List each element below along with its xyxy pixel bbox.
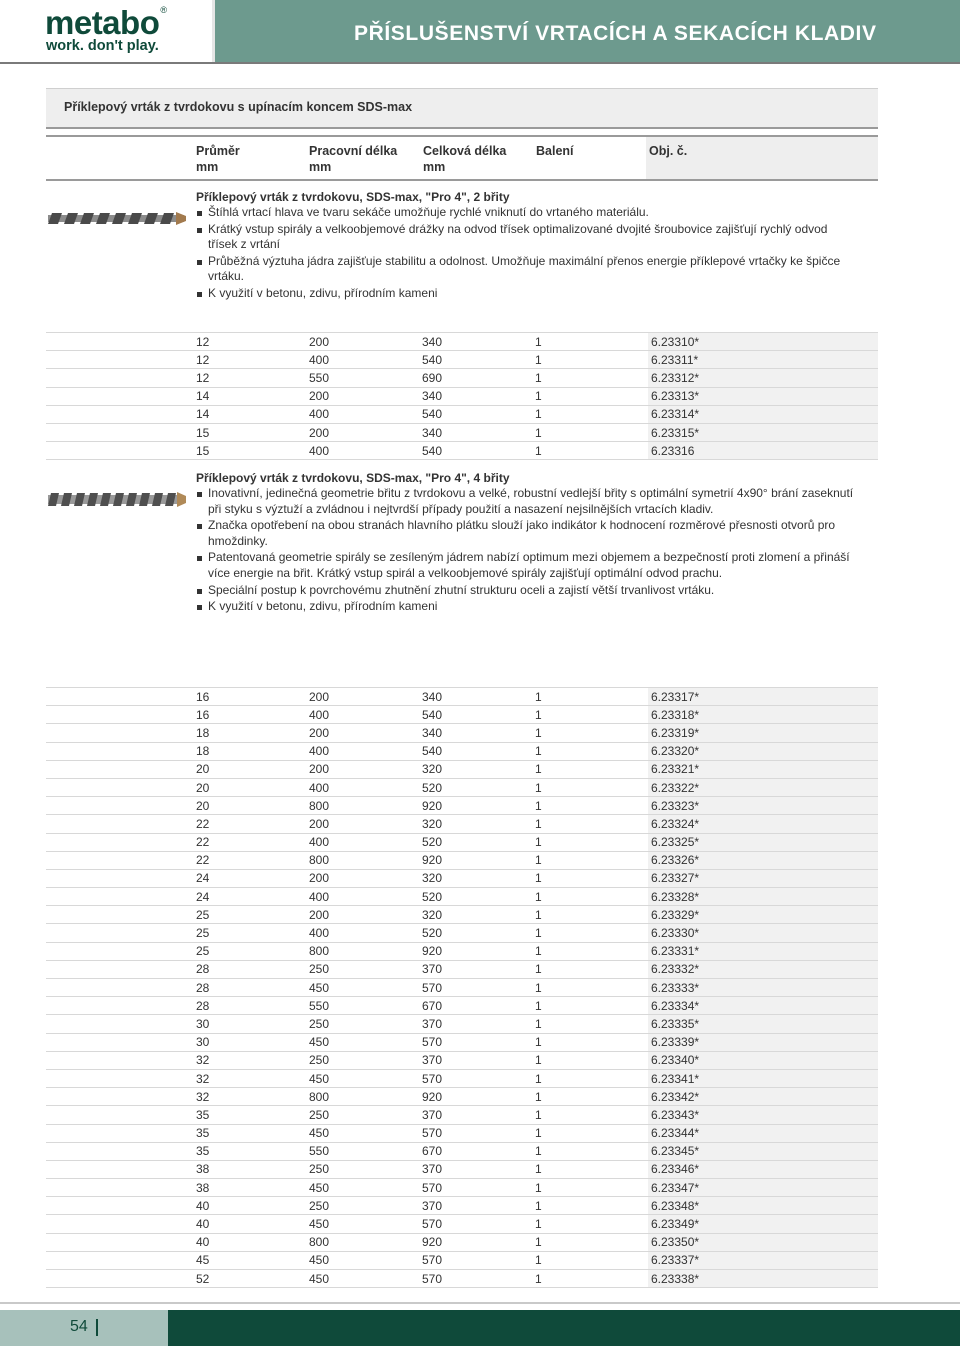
- table-row: [46, 369, 878, 387]
- cell-diameter: 32: [46, 1069, 309, 1087]
- feature-bullet: K využití v betonu, zdivu, přírodním kameni: [196, 599, 856, 615]
- cell-order-no: 6.23333*: [648, 979, 878, 997]
- cell-diameter: 12: [46, 333, 309, 351]
- feature-bullet: Značka opotřebení na obou stranách hlavního plátku slouží jako indikátor k hodnocení rozměrové přesnosti otvorů pro hmoždinky.: [196, 518, 856, 549]
- cell-working-length: 800: [309, 1233, 422, 1251]
- table-row: [46, 1142, 878, 1160]
- table-row: [46, 760, 878, 778]
- cell-order-no: 6.23325*: [648, 833, 878, 851]
- cell-working-length: 400: [309, 833, 422, 851]
- cell-total-length: 370: [422, 1160, 535, 1178]
- cell-diameter: 28: [46, 997, 309, 1015]
- cell-packaging: 1: [535, 351, 648, 369]
- cell-total-length: 540: [422, 706, 535, 724]
- cell-order-no: 6.23319*: [648, 724, 878, 742]
- column-header-packaging: Balení: [536, 144, 574, 158]
- table-row: [46, 778, 878, 796]
- cell-total-length: 520: [422, 888, 535, 906]
- cell-working-length: 250: [309, 1051, 422, 1069]
- table-row: [46, 1179, 878, 1197]
- cell-total-length: 520: [422, 778, 535, 796]
- cell-working-length: 800: [309, 1088, 422, 1106]
- cell-order-no: 6.23346*: [648, 1160, 878, 1178]
- table-row: [46, 1215, 878, 1233]
- table-row: [46, 888, 878, 906]
- cell-working-length: 250: [309, 1197, 422, 1215]
- cell-working-length: 200: [309, 760, 422, 778]
- cell-total-length: 340: [422, 423, 535, 441]
- cell-packaging: 1: [535, 924, 648, 942]
- cell-packaging: 1: [535, 888, 648, 906]
- cell-diameter: 14: [46, 387, 309, 405]
- cell-packaging: 1: [535, 1233, 648, 1251]
- cell-total-length: 570: [422, 1069, 535, 1087]
- cell-diameter: 24: [46, 888, 309, 906]
- table-row: [46, 688, 878, 706]
- table-row: [46, 742, 878, 760]
- section-band: [46, 88, 878, 129]
- cell-diameter: 30: [46, 1015, 309, 1033]
- table-row: [46, 706, 878, 724]
- table-row: [46, 979, 878, 997]
- page-header: [0, 0, 960, 62]
- cell-total-length: 540: [422, 742, 535, 760]
- cell-packaging: 1: [535, 760, 648, 778]
- cell-packaging: 1: [535, 333, 648, 351]
- cell-order-no: 6.23343*: [648, 1106, 878, 1124]
- cell-total-length: 570: [422, 1033, 535, 1051]
- product-2-table: [46, 687, 878, 1288]
- product-2-features: [196, 486, 856, 616]
- footer-band-dark: [168, 1310, 960, 1346]
- logo-registered-mark: ®: [160, 5, 167, 15]
- cell-total-length: 570: [422, 1251, 535, 1269]
- cell-order-no: 6.23348*: [648, 1197, 878, 1215]
- cell-order-no: 6.23341*: [648, 1069, 878, 1087]
- cell-working-length: 400: [309, 405, 422, 423]
- cell-diameter: 18: [46, 742, 309, 760]
- cell-packaging: 1: [535, 1179, 648, 1197]
- footer-divider: [0, 1302, 960, 1304]
- page-title: PŘÍSLUŠENSTVÍ VRTACÍCH A SEKACÍCH KLADIV: [354, 22, 877, 45]
- table-row: [46, 815, 878, 833]
- cell-packaging: 1: [535, 742, 648, 760]
- cell-order-no: 6.23315*: [648, 423, 878, 441]
- cell-total-length: 340: [422, 688, 535, 706]
- cell-total-length: 920: [422, 942, 535, 960]
- cell-packaging: 1: [535, 1160, 648, 1178]
- table-row: [46, 1233, 878, 1251]
- cell-diameter: 40: [46, 1197, 309, 1215]
- cell-packaging: 1: [535, 405, 648, 423]
- cell-packaging: 1: [535, 942, 648, 960]
- cell-packaging: 1: [535, 1015, 648, 1033]
- cell-order-no: 6.23318*: [648, 706, 878, 724]
- column-header-total-length: Celková délka mm: [423, 144, 507, 174]
- cell-working-length: 250: [309, 960, 422, 978]
- cell-diameter: 35: [46, 1142, 309, 1160]
- table-row: [46, 942, 878, 960]
- cell-total-length: 370: [422, 1051, 535, 1069]
- cell-working-length: 450: [309, 1251, 422, 1269]
- cell-working-length: 200: [309, 869, 422, 887]
- cell-total-length: 320: [422, 906, 535, 924]
- cell-order-no: 6.23338*: [648, 1270, 878, 1288]
- cell-total-length: 340: [422, 333, 535, 351]
- cell-diameter: 25: [46, 924, 309, 942]
- cell-order-no: 6.23313*: [648, 387, 878, 405]
- product-2-title: Příklepový vrták z tvrdokovu, SDS-max, "Pro 4", 4 břity: [196, 471, 510, 485]
- table-row: [46, 797, 878, 815]
- cell-order-no: 6.23335*: [648, 1015, 878, 1033]
- cell-packaging: 1: [535, 724, 648, 742]
- cell-order-no: 6.23345*: [648, 1142, 878, 1160]
- cell-total-length: 340: [422, 387, 535, 405]
- cell-diameter: 14: [46, 405, 309, 423]
- table-row: [46, 851, 878, 869]
- cell-packaging: 1: [535, 997, 648, 1015]
- cell-total-length: 690: [422, 369, 535, 387]
- cell-packaging: 1: [535, 369, 648, 387]
- cell-order-no: 6.23326*: [648, 851, 878, 869]
- cell-working-length: 250: [309, 1015, 422, 1033]
- cell-working-length: 200: [309, 906, 422, 924]
- cell-diameter: 12: [46, 351, 309, 369]
- cell-packaging: 1: [535, 778, 648, 796]
- cell-working-length: 400: [309, 888, 422, 906]
- cell-order-no: 6.23330*: [648, 924, 878, 942]
- cell-packaging: 1: [535, 815, 648, 833]
- cell-total-length: 540: [422, 351, 535, 369]
- cell-diameter: 45: [46, 1251, 309, 1269]
- logo-tagline: work. don't play.: [46, 38, 159, 54]
- cell-working-length: 450: [309, 1270, 422, 1288]
- cell-working-length: 450: [309, 979, 422, 997]
- cell-order-no: 6.23350*: [648, 1233, 878, 1251]
- cell-order-no: 6.23331*: [648, 942, 878, 960]
- cell-diameter: 12: [46, 369, 309, 387]
- cell-total-length: 320: [422, 869, 535, 887]
- cell-total-length: 920: [422, 797, 535, 815]
- cell-total-length: 920: [422, 1088, 535, 1106]
- feature-bullet: K využití v betonu, zdivu, přírodním kameni: [196, 286, 856, 302]
- cell-diameter: 16: [46, 706, 309, 724]
- cell-working-length: 400: [309, 351, 422, 369]
- cell-diameter: 52: [46, 1270, 309, 1288]
- cell-total-length: 340: [422, 724, 535, 742]
- cell-working-length: 450: [309, 1124, 422, 1142]
- cell-packaging: 1: [535, 906, 648, 924]
- table-row: [46, 833, 878, 851]
- cell-working-length: 550: [309, 997, 422, 1015]
- product-1-table: [46, 332, 878, 460]
- drill-bit-4-cutter-image: [48, 491, 186, 507]
- feature-bullet: Štíhlá vrtací hlava ve tvaru sekáče umožňuje rychlé vniknutí do vrtaného materiálu.: [196, 205, 856, 221]
- cell-diameter: 25: [46, 906, 309, 924]
- table-row: [46, 724, 878, 742]
- table-row: [46, 1088, 878, 1106]
- cell-packaging: 1: [535, 1251, 648, 1269]
- cell-order-no: 6.23327*: [648, 869, 878, 887]
- cell-packaging: 1: [535, 706, 648, 724]
- cell-diameter: 40: [46, 1233, 309, 1251]
- cell-total-length: 320: [422, 760, 535, 778]
- cell-working-length: 800: [309, 797, 422, 815]
- cell-working-length: 400: [309, 778, 422, 796]
- cell-working-length: 200: [309, 387, 422, 405]
- table-row: [46, 1069, 878, 1087]
- cell-order-no: 6.23337*: [648, 1251, 878, 1269]
- cell-order-no: 6.23322*: [648, 778, 878, 796]
- cell-packaging: 1: [535, 1106, 648, 1124]
- table-row: [46, 997, 878, 1015]
- cell-diameter: 38: [46, 1179, 309, 1197]
- cell-diameter: 38: [46, 1160, 309, 1178]
- cell-working-length: 450: [309, 1179, 422, 1197]
- cell-order-no: 6.23324*: [648, 815, 878, 833]
- cell-total-length: 570: [422, 979, 535, 997]
- cell-total-length: 370: [422, 1015, 535, 1033]
- table-row: [46, 1270, 878, 1288]
- cell-working-length: 400: [309, 706, 422, 724]
- cell-order-no: 6.23310*: [648, 333, 878, 351]
- cell-diameter: 28: [46, 979, 309, 997]
- cell-working-length: 200: [309, 815, 422, 833]
- drill-bit-2-cutter-image: [48, 210, 186, 226]
- cell-diameter: 20: [46, 760, 309, 778]
- table-row: [46, 869, 878, 887]
- cell-packaging: 1: [535, 1142, 648, 1160]
- table-row: [46, 351, 878, 369]
- cell-order-no: 6.23316: [648, 442, 878, 460]
- cell-packaging: 1: [535, 851, 648, 869]
- cell-total-length: 670: [422, 1142, 535, 1160]
- cell-working-length: 450: [309, 1069, 422, 1087]
- table-row: [46, 387, 878, 405]
- cell-total-length: 670: [422, 997, 535, 1015]
- product-1-title: Příklepový vrták z tvrdokovu, SDS-max, "Pro 4", 2 břity: [196, 190, 510, 204]
- table-row: [46, 1033, 878, 1051]
- cell-order-no: 6.23314*: [648, 405, 878, 423]
- column-header-working-length: Pracovní délka mm: [309, 144, 398, 174]
- cell-diameter: 32: [46, 1051, 309, 1069]
- cell-working-length: 400: [309, 742, 422, 760]
- cell-working-length: 550: [309, 1142, 422, 1160]
- cell-working-length: 250: [309, 1106, 422, 1124]
- cell-packaging: 1: [535, 1069, 648, 1087]
- cell-packaging: 1: [535, 688, 648, 706]
- cell-total-length: 370: [422, 960, 535, 978]
- table-row: [46, 1251, 878, 1269]
- table-row: [46, 1015, 878, 1033]
- table-row: [46, 960, 878, 978]
- feature-bullet: Patentovaná geometrie spirály se zesíleným jádrem nabízí optimum mezi objemem a bezpečností proti zlomení a přináší více energie na břit. Krátký vstup spirál a velkoobjemové spirály zajišťují optimální odvod prachu.: [196, 550, 856, 581]
- cell-diameter: 22: [46, 815, 309, 833]
- table-row: [46, 442, 878, 460]
- cell-packaging: 1: [535, 387, 648, 405]
- cell-working-length: 450: [309, 1033, 422, 1051]
- cell-diameter: 40: [46, 1215, 309, 1233]
- cell-total-length: 570: [422, 1270, 535, 1288]
- cell-total-length: 320: [422, 815, 535, 833]
- cell-order-no: 6.23340*: [648, 1051, 878, 1069]
- cell-diameter: 35: [46, 1124, 309, 1142]
- cell-order-no: 6.23334*: [648, 997, 878, 1015]
- cell-diameter: 25: [46, 942, 309, 960]
- cell-packaging: 1: [535, 1051, 648, 1069]
- cell-total-length: 570: [422, 1179, 535, 1197]
- cell-total-length: 520: [422, 924, 535, 942]
- table-row: [46, 1106, 878, 1124]
- cell-order-no: 6.23349*: [648, 1215, 878, 1233]
- header-divider: [0, 62, 960, 64]
- page-number-divider: [96, 1319, 98, 1336]
- cell-packaging: 1: [535, 423, 648, 441]
- section-title: Příklepový vrták z tvrdokovu s upínacím koncem SDS-max: [64, 100, 413, 114]
- cell-working-length: 450: [309, 1215, 422, 1233]
- cell-diameter: 30: [46, 1033, 309, 1051]
- cell-working-length: 200: [309, 688, 422, 706]
- cell-working-length: 200: [309, 724, 422, 742]
- cell-order-no: 6.23339*: [648, 1033, 878, 1051]
- cell-working-length: 800: [309, 851, 422, 869]
- cell-packaging: 1: [535, 960, 648, 978]
- table-row: [46, 924, 878, 942]
- table-row: [46, 906, 878, 924]
- cell-order-no: 6.23321*: [648, 760, 878, 778]
- table-row: [46, 1051, 878, 1069]
- table-row: [46, 423, 878, 441]
- cell-order-no: 6.23311*: [648, 351, 878, 369]
- cell-diameter: 15: [46, 442, 309, 460]
- table-row: [46, 1124, 878, 1142]
- cell-total-length: 370: [422, 1106, 535, 1124]
- cell-order-no: 6.23323*: [648, 797, 878, 815]
- cell-total-length: 540: [422, 442, 535, 460]
- feature-bullet: Inovativní, jedinečná geometrie břitu z tvrdokovu a velké, robustní vedlejší břity s optimální symetrií 4x90° brání zaseknutí při styku s výztuží a zvládnou i nejtvrdší případy použití a nasazení nejsilnějších vrtacích kladiv.: [196, 486, 856, 517]
- cell-packaging: 1: [535, 979, 648, 997]
- column-header-diameter: Průměr mm: [196, 144, 240, 174]
- cell-packaging: 1: [535, 1270, 648, 1288]
- cell-packaging: 1: [535, 1033, 648, 1051]
- cell-working-length: 400: [309, 924, 422, 942]
- cell-working-length: 200: [309, 423, 422, 441]
- cell-diameter: 15: [46, 423, 309, 441]
- cell-packaging: 1: [535, 1215, 648, 1233]
- cell-diameter: 16: [46, 688, 309, 706]
- feature-bullet: Speciální postup k povrchovému zhutnění zhutní strukturu oceli a zajistí větší trvanlivost vrtáku.: [196, 583, 856, 599]
- cell-total-length: 920: [422, 1233, 535, 1251]
- cell-total-length: 570: [422, 1215, 535, 1233]
- product-1-features: [196, 205, 856, 303]
- cell-diameter: 20: [46, 797, 309, 815]
- cell-diameter: 18: [46, 724, 309, 742]
- table-row: [46, 333, 878, 351]
- cell-order-no: 6.23347*: [648, 1179, 878, 1197]
- cell-working-length: 800: [309, 942, 422, 960]
- table-row: [46, 405, 878, 423]
- cell-total-length: 570: [422, 1124, 535, 1142]
- table-row: [46, 1160, 878, 1178]
- cell-order-no: 6.23328*: [648, 888, 878, 906]
- cell-order-no: 6.23320*: [648, 742, 878, 760]
- cell-working-length: 550: [309, 369, 422, 387]
- page-number: 54: [70, 1318, 88, 1335]
- cell-order-no: 6.23342*: [648, 1088, 878, 1106]
- cell-packaging: 1: [535, 1197, 648, 1215]
- cell-packaging: 1: [535, 797, 648, 815]
- cell-total-length: 920: [422, 851, 535, 869]
- cell-packaging: 1: [535, 442, 648, 460]
- cell-order-no: 6.23344*: [648, 1124, 878, 1142]
- cell-packaging: 1: [535, 833, 648, 851]
- cell-diameter: 28: [46, 960, 309, 978]
- table-row: [46, 1197, 878, 1215]
- cell-diameter: 35: [46, 1106, 309, 1124]
- cell-diameter: 24: [46, 869, 309, 887]
- cell-working-length: 400: [309, 442, 422, 460]
- cell-packaging: 1: [535, 869, 648, 887]
- feature-bullet: Průběžná výztuha jádra zajišťuje stabilitu a odolnost. Umožňuje maximální přenos energie příklepové vrtačky ke špičce vrtáku.: [196, 254, 856, 285]
- cell-diameter: 20: [46, 778, 309, 796]
- cell-total-length: 540: [422, 405, 535, 423]
- feature-bullet: Krátký vstup spirály a velkoobjemové drážky na odvod třísek optimalizované dvojité šroubovice zajišťují rychlý odvod třísek z vrtání: [196, 222, 856, 253]
- cell-packaging: 1: [535, 1124, 648, 1142]
- cell-total-length: 370: [422, 1197, 535, 1215]
- cell-order-no: 6.23317*: [648, 688, 878, 706]
- cell-order-no: 6.23312*: [648, 369, 878, 387]
- metabo-logo: [0, 0, 212, 62]
- cell-working-length: 250: [309, 1160, 422, 1178]
- cell-total-length: 520: [422, 833, 535, 851]
- cell-order-no: 6.23329*: [648, 906, 878, 924]
- column-header-order-no: Obj. č.: [649, 144, 688, 158]
- column-headers: [46, 135, 878, 181]
- cell-diameter: 32: [46, 1088, 309, 1106]
- cell-diameter: 22: [46, 833, 309, 851]
- cell-packaging: 1: [535, 1088, 648, 1106]
- cell-working-length: 200: [309, 333, 422, 351]
- logo-word: metabo: [45, 4, 160, 41]
- cell-diameter: 22: [46, 851, 309, 869]
- cell-order-no: 6.23332*: [648, 960, 878, 978]
